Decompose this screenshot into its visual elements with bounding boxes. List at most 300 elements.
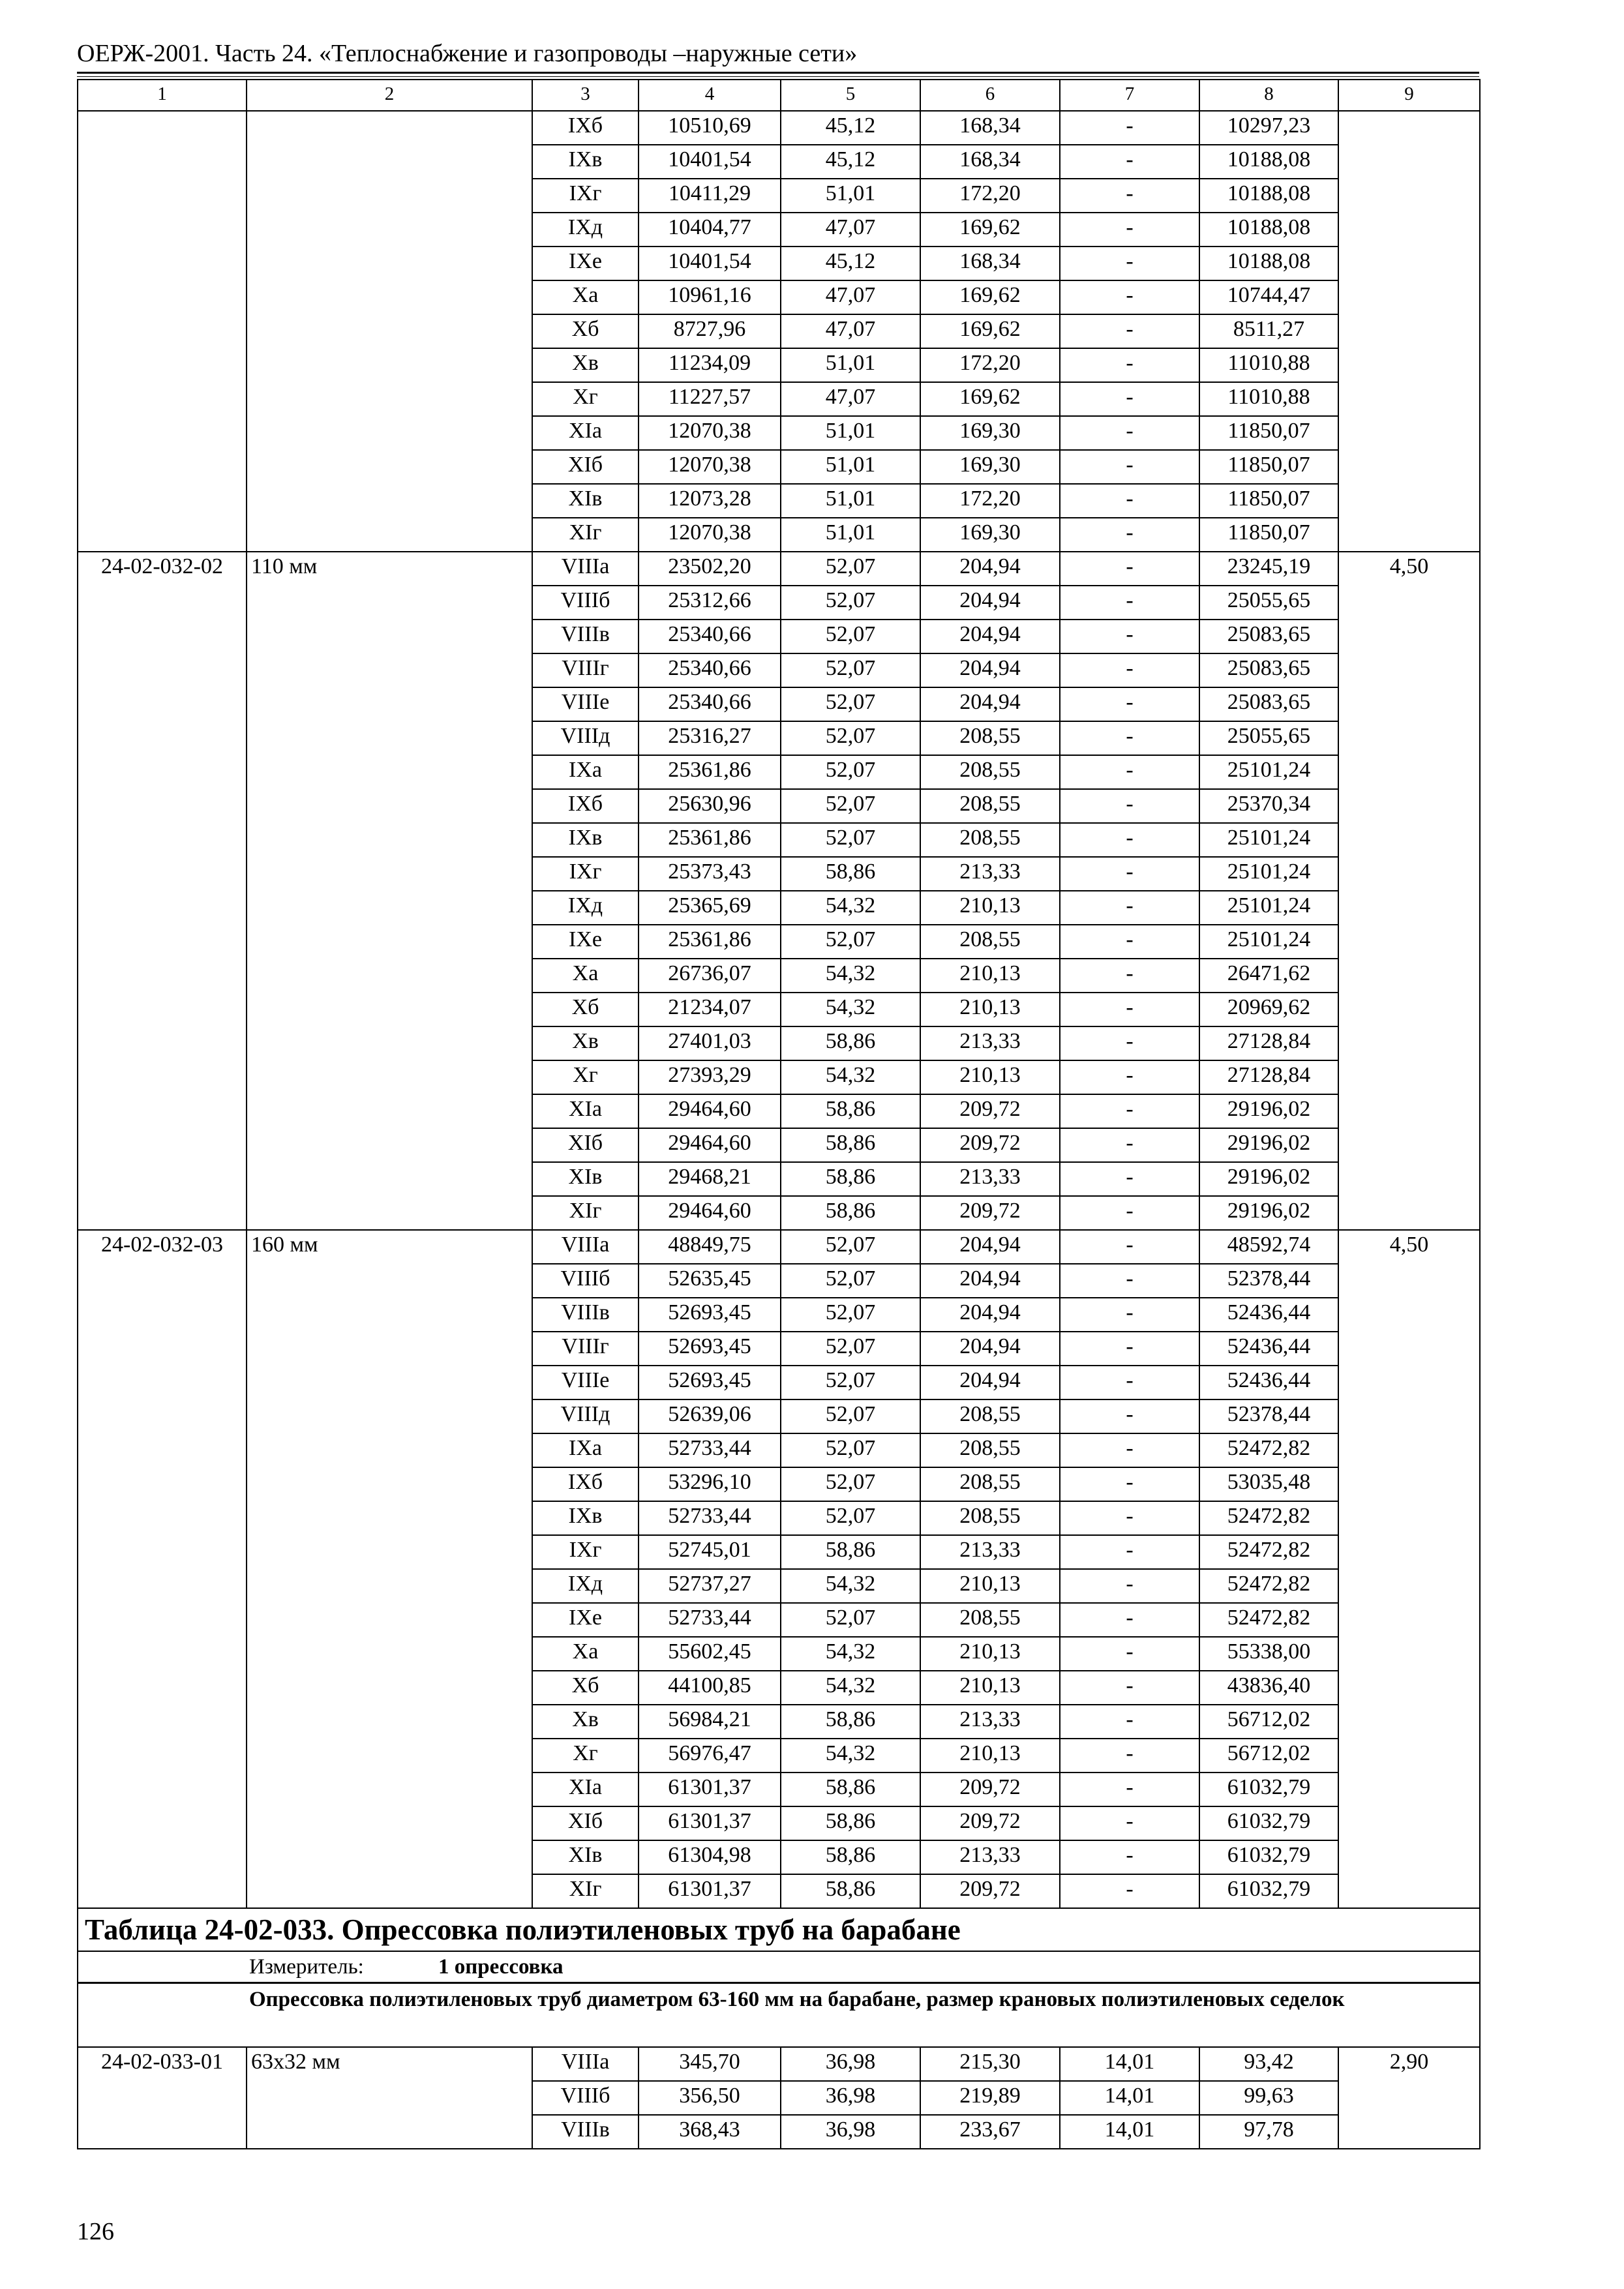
materials-cell: 25101,24 [1199, 755, 1338, 789]
wages-cell: 58,86 [781, 1840, 920, 1874]
wages-cell: 54,32 [781, 891, 920, 925]
zone-cell: IXг [532, 857, 639, 891]
wages-cell: 58,86 [781, 1773, 920, 1806]
wages-cell: 58,86 [781, 1806, 920, 1840]
machinist-wages-cell: - [1060, 111, 1199, 145]
wages-cell: 52,07 [781, 1366, 920, 1399]
machine-cost-cell: 215,30 [920, 2047, 1060, 2081]
labor-cost-cell: 2,90 [1338, 2047, 1480, 2149]
wages-cell: 54,32 [781, 1671, 920, 1705]
labor-cost-cell: 4,50 [1338, 552, 1480, 1230]
machine-cost-cell: 172,20 [920, 179, 1060, 213]
zone-cell: Xа [532, 280, 639, 314]
total-cost-cell: 25340,66 [639, 653, 781, 687]
wages-cell: 58,86 [781, 1094, 920, 1128]
materials-cell: 10297,23 [1199, 111, 1338, 145]
materials-cell: 52472,82 [1199, 1501, 1338, 1535]
wages-cell: 52,07 [781, 1399, 920, 1433]
machinist-wages-cell: - [1060, 1060, 1199, 1094]
machine-cost-cell: 172,20 [920, 484, 1060, 518]
machine-cost-cell: 204,94 [920, 653, 1060, 687]
machine-cost-cell: 209,72 [920, 1128, 1060, 1162]
materials-cell: 56712,02 [1199, 1739, 1338, 1773]
machine-cost-cell: 204,94 [920, 620, 1060, 653]
wages-cell: 45,12 [781, 247, 920, 280]
zone-cell: IXб [532, 789, 639, 823]
wages-cell: 36,98 [781, 2115, 920, 2149]
materials-cell: 25083,65 [1199, 620, 1338, 653]
wages-cell: 52,07 [781, 1298, 920, 1332]
column-number: 6 [920, 80, 1060, 111]
machinist-wages-cell: - [1060, 1332, 1199, 1366]
header-rule [77, 72, 1479, 74]
zone-cell: Xг [532, 1060, 639, 1094]
total-cost-cell: 29464,60 [639, 1094, 781, 1128]
machinist-wages-cell: - [1060, 1603, 1199, 1637]
wages-cell: 58,86 [781, 1026, 920, 1060]
rate-code [78, 111, 247, 552]
total-cost-cell: 53296,10 [639, 1467, 781, 1501]
labor-cost-cell [1338, 111, 1480, 552]
wages-cell: 58,86 [781, 857, 920, 891]
machine-cost-cell: 210,13 [920, 1671, 1060, 1705]
machinist-wages-cell: - [1060, 1196, 1199, 1230]
total-cost-cell: 25312,66 [639, 586, 781, 620]
column-number: 3 [532, 80, 639, 111]
materials-cell: 11850,07 [1199, 484, 1338, 518]
page-number: 126 [77, 2218, 114, 2245]
machine-cost-cell: 169,30 [920, 416, 1060, 450]
wages-cell: 52,07 [781, 823, 920, 857]
zone-cell: Xв [532, 348, 639, 382]
section-body [78, 1908, 1480, 2047]
wages-cell: 51,01 [781, 518, 920, 552]
machinist-wages-cell: - [1060, 755, 1199, 789]
wages-cell: 52,07 [781, 1467, 920, 1501]
total-cost-cell: 10401,54 [639, 145, 781, 179]
machine-cost-cell: 204,94 [920, 1264, 1060, 1298]
materials-cell: 10188,08 [1199, 145, 1338, 179]
materials-cell: 29196,02 [1199, 1162, 1338, 1196]
zone-cell: XIа [532, 1094, 639, 1128]
machinist-wages-cell: - [1060, 382, 1199, 416]
rate-name [247, 111, 532, 552]
wages-cell: 52,07 [781, 925, 920, 959]
machinist-wages-cell: - [1060, 1026, 1199, 1060]
machinist-wages-cell: - [1060, 1874, 1199, 1908]
measure-cell [78, 1951, 1480, 1983]
machinist-wages-cell: - [1060, 823, 1199, 857]
materials-cell: 25101,24 [1199, 925, 1338, 959]
zone-cell: VIIIе [532, 687, 639, 721]
total-cost-cell: 368,43 [639, 2115, 781, 2149]
description-cell [78, 1983, 1480, 2048]
materials-cell: 29196,02 [1199, 1128, 1338, 1162]
machinist-wages-cell: - [1060, 552, 1199, 586]
zone-cell: VIIIа [532, 552, 639, 586]
materials-cell: 52436,44 [1199, 1366, 1338, 1399]
wages-cell: 52,07 [781, 620, 920, 653]
machinist-wages-cell: - [1060, 1264, 1199, 1298]
zone-cell: VIIIб [532, 586, 639, 620]
machine-cost-cell: 208,55 [920, 1399, 1060, 1433]
machine-cost-cell: 208,55 [920, 823, 1060, 857]
materials-cell: 25055,65 [1199, 721, 1338, 755]
total-cost-cell: 25340,66 [639, 687, 781, 721]
machine-cost-cell: 208,55 [920, 755, 1060, 789]
machine-cost-cell: 208,55 [920, 1467, 1060, 1501]
total-cost-cell: 29468,21 [639, 1162, 781, 1196]
materials-cell: 48592,74 [1199, 1230, 1338, 1264]
materials-cell: 27128,84 [1199, 1026, 1338, 1060]
total-cost-cell: 55602,45 [639, 1637, 781, 1671]
materials-cell: 11850,07 [1199, 518, 1338, 552]
zone-cell: XIв [532, 1840, 639, 1874]
zone-cell: IXв [532, 1501, 639, 1535]
machinist-wages-cell: - [1060, 1840, 1199, 1874]
total-cost-cell: 61301,37 [639, 1806, 781, 1840]
header-rule-thin [77, 76, 1479, 77]
zone-cell: XIа [532, 416, 639, 450]
materials-cell: 61032,79 [1199, 1806, 1338, 1840]
zone-cell: IXд [532, 213, 639, 247]
machinist-wages-cell: - [1060, 280, 1199, 314]
running-header: ОЕРЖ-2001. Часть 24. «Теплоснабжение и газопроводы –наружные сети» [77, 40, 858, 67]
section-title-row [78, 1908, 1480, 1951]
wages-cell: 52,07 [781, 552, 920, 586]
zone-cell: XIв [532, 484, 639, 518]
machine-cost-cell: 169,62 [920, 213, 1060, 247]
measure-label: Измеритель: [249, 1955, 364, 1979]
materials-cell: 10188,08 [1199, 247, 1338, 280]
machine-cost-cell: 213,33 [920, 1162, 1060, 1196]
description-row [78, 1983, 1480, 2048]
zone-cell: VIIIг [532, 653, 639, 687]
column-number: 7 [1060, 80, 1199, 111]
total-cost-cell: 25365,69 [639, 891, 781, 925]
machine-cost-cell: 208,55 [920, 925, 1060, 959]
labor-cost-cell: 4,50 [1338, 1230, 1480, 1908]
machine-cost-cell: 210,13 [920, 959, 1060, 993]
column-number: 4 [639, 80, 781, 111]
total-cost-cell: 8727,96 [639, 314, 781, 348]
machinist-wages-cell: - [1060, 1467, 1199, 1501]
machinist-wages-cell: 14,01 [1060, 2115, 1199, 2149]
machinist-wages-cell: - [1060, 721, 1199, 755]
machine-cost-cell: 204,94 [920, 1298, 1060, 1332]
zone-cell: VIIIг [532, 1332, 639, 1366]
machinist-wages-cell: - [1060, 518, 1199, 552]
total-cost-cell: 21234,07 [639, 993, 781, 1026]
machine-cost-cell: 210,13 [920, 1060, 1060, 1094]
machinist-wages-cell: - [1060, 1162, 1199, 1196]
zone-cell: XIб [532, 1806, 639, 1840]
zone-cell: VIIIд [532, 1399, 639, 1433]
total-cost-cell: 345,70 [639, 2047, 781, 2081]
wages-cell: 47,07 [781, 213, 920, 247]
machinist-wages-cell: - [1060, 1806, 1199, 1840]
machinist-wages-cell: - [1060, 687, 1199, 721]
table-body [78, 80, 1480, 1908]
zone-cell: Xв [532, 1026, 639, 1060]
zone-cell: VIIIб [532, 2081, 639, 2115]
wages-cell: 54,32 [781, 1060, 920, 1094]
wages-cell: 45,12 [781, 145, 920, 179]
total-cost-cell: 25361,86 [639, 925, 781, 959]
total-cost-cell: 52733,44 [639, 1501, 781, 1535]
zone-cell: VIIIд [532, 721, 639, 755]
column-number: 2 [247, 80, 532, 111]
wages-cell: 52,07 [781, 1603, 920, 1637]
wages-cell: 45,12 [781, 111, 920, 145]
total-cost-cell: 29464,60 [639, 1196, 781, 1230]
rate-name: 160 мм [247, 1230, 532, 1908]
wages-cell: 54,32 [781, 993, 920, 1026]
machinist-wages-cell: - [1060, 1535, 1199, 1569]
zone-cell: IXг [532, 179, 639, 213]
column-number: 1 [78, 80, 247, 111]
machinist-wages-cell: - [1060, 1671, 1199, 1705]
materials-cell: 25055,65 [1199, 586, 1338, 620]
wages-cell: 58,86 [781, 1196, 920, 1230]
rates-table [77, 79, 1481, 2149]
wages-cell: 47,07 [781, 280, 920, 314]
wages-cell: 52,07 [781, 687, 920, 721]
machinist-wages-cell: 14,01 [1060, 2081, 1199, 2115]
materials-cell: 52436,44 [1199, 1332, 1338, 1366]
wages-cell: 52,07 [781, 1501, 920, 1535]
zone-cell: VIIIв [532, 620, 639, 653]
total-cost-cell: 48849,75 [639, 1230, 781, 1264]
zone-cell: IXд [532, 891, 639, 925]
materials-cell: 26471,62 [1199, 959, 1338, 993]
machine-cost-cell: 204,94 [920, 1230, 1060, 1264]
wages-cell: 54,32 [781, 1569, 920, 1603]
total-cost-cell: 27393,29 [639, 1060, 781, 1094]
zone-cell: IXб [532, 111, 639, 145]
machinist-wages-cell: - [1060, 1230, 1199, 1264]
machinist-wages-cell: - [1060, 450, 1199, 484]
materials-cell: 52436,44 [1199, 1298, 1338, 1332]
wages-cell: 51,01 [781, 348, 920, 382]
zone-cell: VIIIв [532, 2115, 639, 2149]
wages-cell: 36,98 [781, 2081, 920, 2115]
rate-name: 63х32 мм [247, 2047, 532, 2149]
materials-cell: 27128,84 [1199, 1060, 1338, 1094]
machine-cost-cell: 208,55 [920, 1433, 1060, 1467]
column-number: 8 [1199, 80, 1338, 111]
zone-cell: Xа [532, 1637, 639, 1671]
machinist-wages-cell: - [1060, 1298, 1199, 1332]
zone-cell: Xв [532, 1705, 639, 1739]
total-cost-cell: 61301,37 [639, 1874, 781, 1908]
machine-cost-cell: 210,13 [920, 1739, 1060, 1773]
zone-cell: VIIIб [532, 1264, 639, 1298]
materials-cell: 23245,19 [1199, 552, 1338, 586]
materials-cell: 52472,82 [1199, 1433, 1338, 1467]
machinist-wages-cell: - [1060, 1433, 1199, 1467]
total-cost-cell: 52733,44 [639, 1603, 781, 1637]
materials-cell: 55338,00 [1199, 1637, 1338, 1671]
machine-cost-cell: 169,62 [920, 382, 1060, 416]
machinist-wages-cell: - [1060, 586, 1199, 620]
machinist-wages-cell: - [1060, 179, 1199, 213]
zone-cell: VIIIе [532, 1366, 639, 1399]
total-cost-cell: 52737,27 [639, 1569, 781, 1603]
total-cost-cell: 23502,20 [639, 552, 781, 586]
wages-cell: 52,07 [781, 1433, 920, 1467]
wages-cell: 58,86 [781, 1705, 920, 1739]
machinist-wages-cell: - [1060, 653, 1199, 687]
wages-cell: 47,07 [781, 382, 920, 416]
machine-cost-cell: 210,13 [920, 993, 1060, 1026]
zone-cell: IXе [532, 247, 639, 280]
wages-cell: 52,07 [781, 586, 920, 620]
wages-cell: 52,07 [781, 1230, 920, 1264]
materials-cell: 25101,24 [1199, 891, 1338, 925]
machine-cost-cell: 210,13 [920, 1637, 1060, 1671]
total-cost-cell: 10961,16 [639, 280, 781, 314]
zone-cell: XIг [532, 1196, 639, 1230]
materials-cell: 97,78 [1199, 2115, 1338, 2149]
materials-cell: 93,42 [1199, 2047, 1338, 2081]
zone-cell: IXа [532, 1433, 639, 1467]
total-cost-cell: 52635,45 [639, 1264, 781, 1298]
total-cost-cell: 10510,69 [639, 111, 781, 145]
wages-cell: 54,32 [781, 1637, 920, 1671]
total-cost-cell: 12070,38 [639, 416, 781, 450]
total-cost-cell: 12073,28 [639, 484, 781, 518]
machinist-wages-cell: - [1060, 1366, 1199, 1399]
total-cost-cell: 25630,96 [639, 789, 781, 823]
total-cost-cell: 356,50 [639, 2081, 781, 2115]
machine-cost-cell: 168,34 [920, 111, 1060, 145]
materials-cell: 61032,79 [1199, 1773, 1338, 1806]
wages-cell: 47,07 [781, 314, 920, 348]
materials-cell: 25083,65 [1199, 653, 1338, 687]
machine-cost-cell: 204,94 [920, 687, 1060, 721]
materials-cell: 29196,02 [1199, 1094, 1338, 1128]
zone-cell: IXб [532, 1467, 639, 1501]
machine-cost-cell: 209,72 [920, 1874, 1060, 1908]
machine-cost-cell: 209,72 [920, 1806, 1060, 1840]
rate-code: 24-02-032-02 [78, 552, 247, 1230]
materials-cell: 29196,02 [1199, 1196, 1338, 1230]
machine-cost-cell: 209,72 [920, 1773, 1060, 1806]
materials-cell: 56712,02 [1199, 1705, 1338, 1739]
total-cost-cell: 11234,09 [639, 348, 781, 382]
materials-cell: 61032,79 [1199, 1874, 1338, 1908]
wages-cell: 52,07 [781, 789, 920, 823]
materials-cell: 10188,08 [1199, 179, 1338, 213]
materials-cell: 52378,44 [1199, 1264, 1338, 1298]
machinist-wages-cell: - [1060, 314, 1199, 348]
materials-cell: 25083,65 [1199, 687, 1338, 721]
materials-cell: 25370,34 [1199, 789, 1338, 823]
machine-cost-cell: 209,72 [920, 1094, 1060, 1128]
machine-cost-cell: 169,62 [920, 280, 1060, 314]
machinist-wages-cell: - [1060, 1637, 1199, 1671]
section-description: Опрессовка полиэтиленовых труб диаметром 63-160 мм на барабане, размер крановых полиэтиленовых седелок [249, 1988, 1345, 2011]
zone-cell: IXг [532, 1535, 639, 1569]
machinist-wages-cell: - [1060, 789, 1199, 823]
materials-cell: 11850,07 [1199, 450, 1338, 484]
zone-cell: XIг [532, 518, 639, 552]
materials-cell: 11010,88 [1199, 348, 1338, 382]
zone-cell: IXв [532, 823, 639, 857]
machinist-wages-cell: - [1060, 213, 1199, 247]
materials-cell: 43836,40 [1199, 1671, 1338, 1705]
rate-name: 110 мм [247, 552, 532, 1230]
machine-cost-cell: 204,94 [920, 1332, 1060, 1366]
wages-cell: 52,07 [781, 755, 920, 789]
materials-cell: 53035,48 [1199, 1467, 1338, 1501]
machinist-wages-cell: - [1060, 1094, 1199, 1128]
machinist-wages-cell: - [1060, 891, 1199, 925]
materials-cell: 8511,27 [1199, 314, 1338, 348]
machinist-wages-cell: - [1060, 620, 1199, 653]
zone-cell: XIг [532, 1874, 639, 1908]
total-cost-cell: 52693,45 [639, 1332, 781, 1366]
machine-cost-cell: 213,33 [920, 1705, 1060, 1739]
total-cost-cell: 61301,37 [639, 1773, 781, 1806]
zone-cell: IXв [532, 145, 639, 179]
wages-cell: 52,07 [781, 653, 920, 687]
total-cost-cell: 25361,86 [639, 823, 781, 857]
machine-cost-cell: 208,55 [920, 789, 1060, 823]
total-cost-cell: 25316,27 [639, 721, 781, 755]
total-cost-cell: 61304,98 [639, 1840, 781, 1874]
machine-cost-cell: 169,30 [920, 518, 1060, 552]
wages-cell: 51,01 [781, 416, 920, 450]
machinist-wages-cell: - [1060, 1501, 1199, 1535]
zone-cell: XIб [532, 1128, 639, 1162]
wages-cell: 36,98 [781, 2047, 920, 2081]
total-cost-cell: 52693,45 [639, 1298, 781, 1332]
machinist-wages-cell: - [1060, 1569, 1199, 1603]
wages-cell: 54,32 [781, 1739, 920, 1773]
machinist-wages-cell: - [1060, 925, 1199, 959]
rate-code: 24-02-032-03 [78, 1230, 247, 1908]
materials-cell: 11010,88 [1199, 382, 1338, 416]
zone-cell: Xб [532, 314, 639, 348]
machine-cost-cell: 213,33 [920, 857, 1060, 891]
wages-cell: 58,86 [781, 1874, 920, 1908]
wages-cell: 58,86 [781, 1128, 920, 1162]
zone-cell: IXа [532, 755, 639, 789]
total-cost-cell: 25361,86 [639, 755, 781, 789]
zone-cell: XIб [532, 450, 639, 484]
zone-cell: Xб [532, 1671, 639, 1705]
machinist-wages-cell: - [1060, 145, 1199, 179]
machinist-wages-cell: - [1060, 348, 1199, 382]
table-row [78, 1230, 1480, 1264]
machine-cost-cell: 219,89 [920, 2081, 1060, 2115]
machinist-wages-cell: - [1060, 1705, 1199, 1739]
total-cost-cell: 52745,01 [639, 1535, 781, 1569]
machine-cost-cell: 210,13 [920, 891, 1060, 925]
total-cost-cell: 52733,44 [639, 1433, 781, 1467]
wages-cell: 52,07 [781, 1264, 920, 1298]
machine-cost-cell: 168,34 [920, 145, 1060, 179]
zone-cell: Xб [532, 993, 639, 1026]
total-cost-cell: 11227,57 [639, 382, 781, 416]
wages-cell: 52,07 [781, 1332, 920, 1366]
machinist-wages-cell: - [1060, 1128, 1199, 1162]
machine-cost-cell: 213,33 [920, 1535, 1060, 1569]
total-cost-cell: 56976,47 [639, 1739, 781, 1773]
wages-cell: 51,01 [781, 450, 920, 484]
